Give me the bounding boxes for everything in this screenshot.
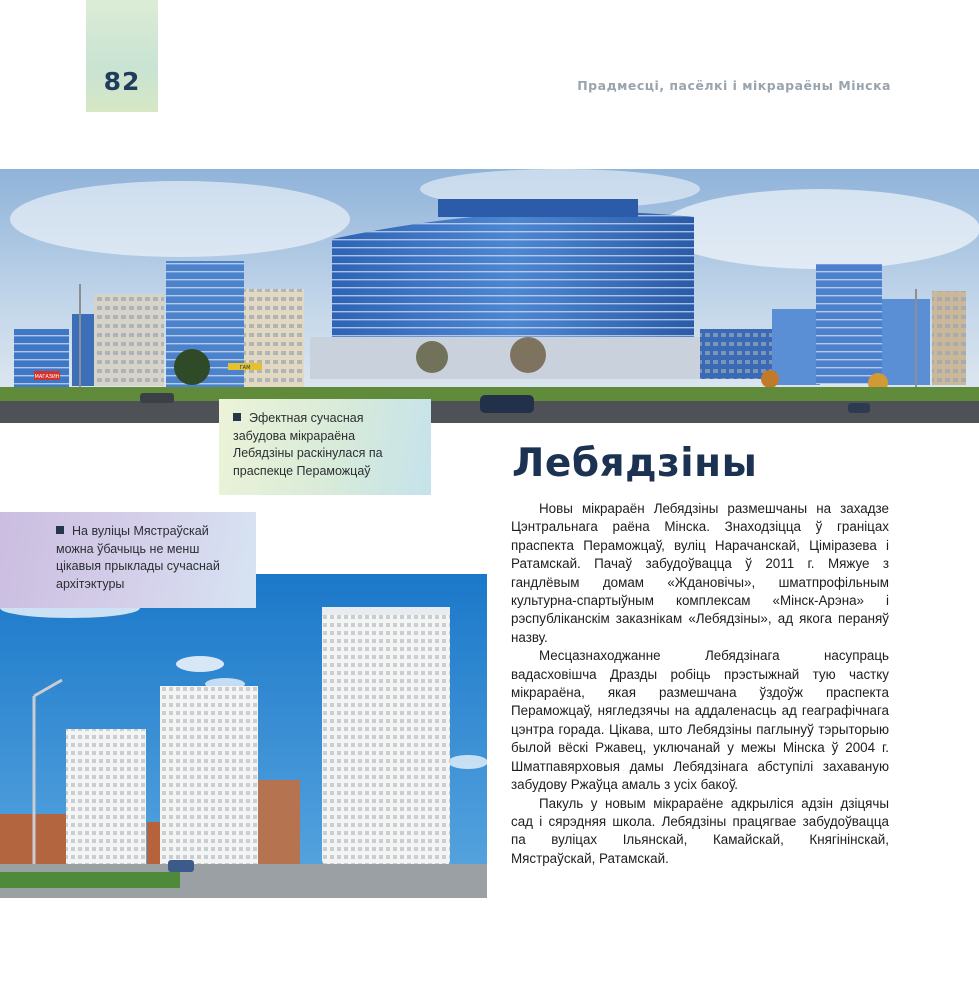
article-body xyxy=(511,500,889,868)
article-heading: Лебядзіны xyxy=(512,441,758,486)
photo-caption-bottom: На вуліцы Мястраўскай можна ўбачыць не менш цікавыя прыклады сучаснай архітэктуры xyxy=(0,512,256,608)
panorama-photo xyxy=(0,169,979,423)
caption-bullet-icon xyxy=(233,413,241,421)
page-number: 82 xyxy=(103,67,141,96)
article-paragraph: Месцазнаходжанне Лебядзінага насупраць вадасховішча Дразды робіць прэстыжнай тую частку мікрараёна, якая размешчана ўздоўж праспекта Пераможцаў, нягледзячы на аддаленасць ад геаграфічнага цэнтра горада. Цікава, што Лебядзіны паглынуў тэрыторыю былой вёскі Ржавец, уключанай у межы Мінска ў 2004 г. Шматпавярховыя дамы Лебядзінага абступілі захаваную забудову Ржаўца амаль з усіх бакоў. xyxy=(511,648,889,793)
street-photo xyxy=(0,574,487,898)
photo-caption-top: Эфектная сучасная забудова мікрараёна Лебядзіны раскінулася па праспекце Пераможцаў xyxy=(219,399,431,495)
article-paragraph: Новы мікрараён Лебядзіны размешчаны на захадзе Цэнтральнага раёна Мінска. Знаходзіцца ў граніцах праспекта Пераможцаў, вуліц Нарачанскай, Цімiразева і Ратамскай. Пачаў забудоўвацца ў 2011 г. Мяжуе з гандлёвым домам «Ждановічы», шматпрофільным культурна-спартыўным комплексам «Мінск-Арэна» і рэспубліканскім заказнікам «Лебядзіны», ад якога пераняў назву. xyxy=(511,501,889,645)
shop-sign-2: ГАМ xyxy=(239,365,251,371)
article-paragraph: Пакуль у новым мікрараёне адкрыліся адзін дзіцячы сад і сярэдняя школа. Лебядзіны працягвае забудоўвацца па вуліцах Ільянскай, Камайскай, Княгінінскай, Мястраўскай, Ратамскай. xyxy=(511,795,889,866)
shop-sign: МАГАЗИН xyxy=(34,374,60,380)
running-head: Прадмесці, пасёлкі і мікрараёны Мінска xyxy=(577,78,891,93)
caption-bullet-icon xyxy=(56,526,64,534)
page-number-tab xyxy=(86,0,158,112)
